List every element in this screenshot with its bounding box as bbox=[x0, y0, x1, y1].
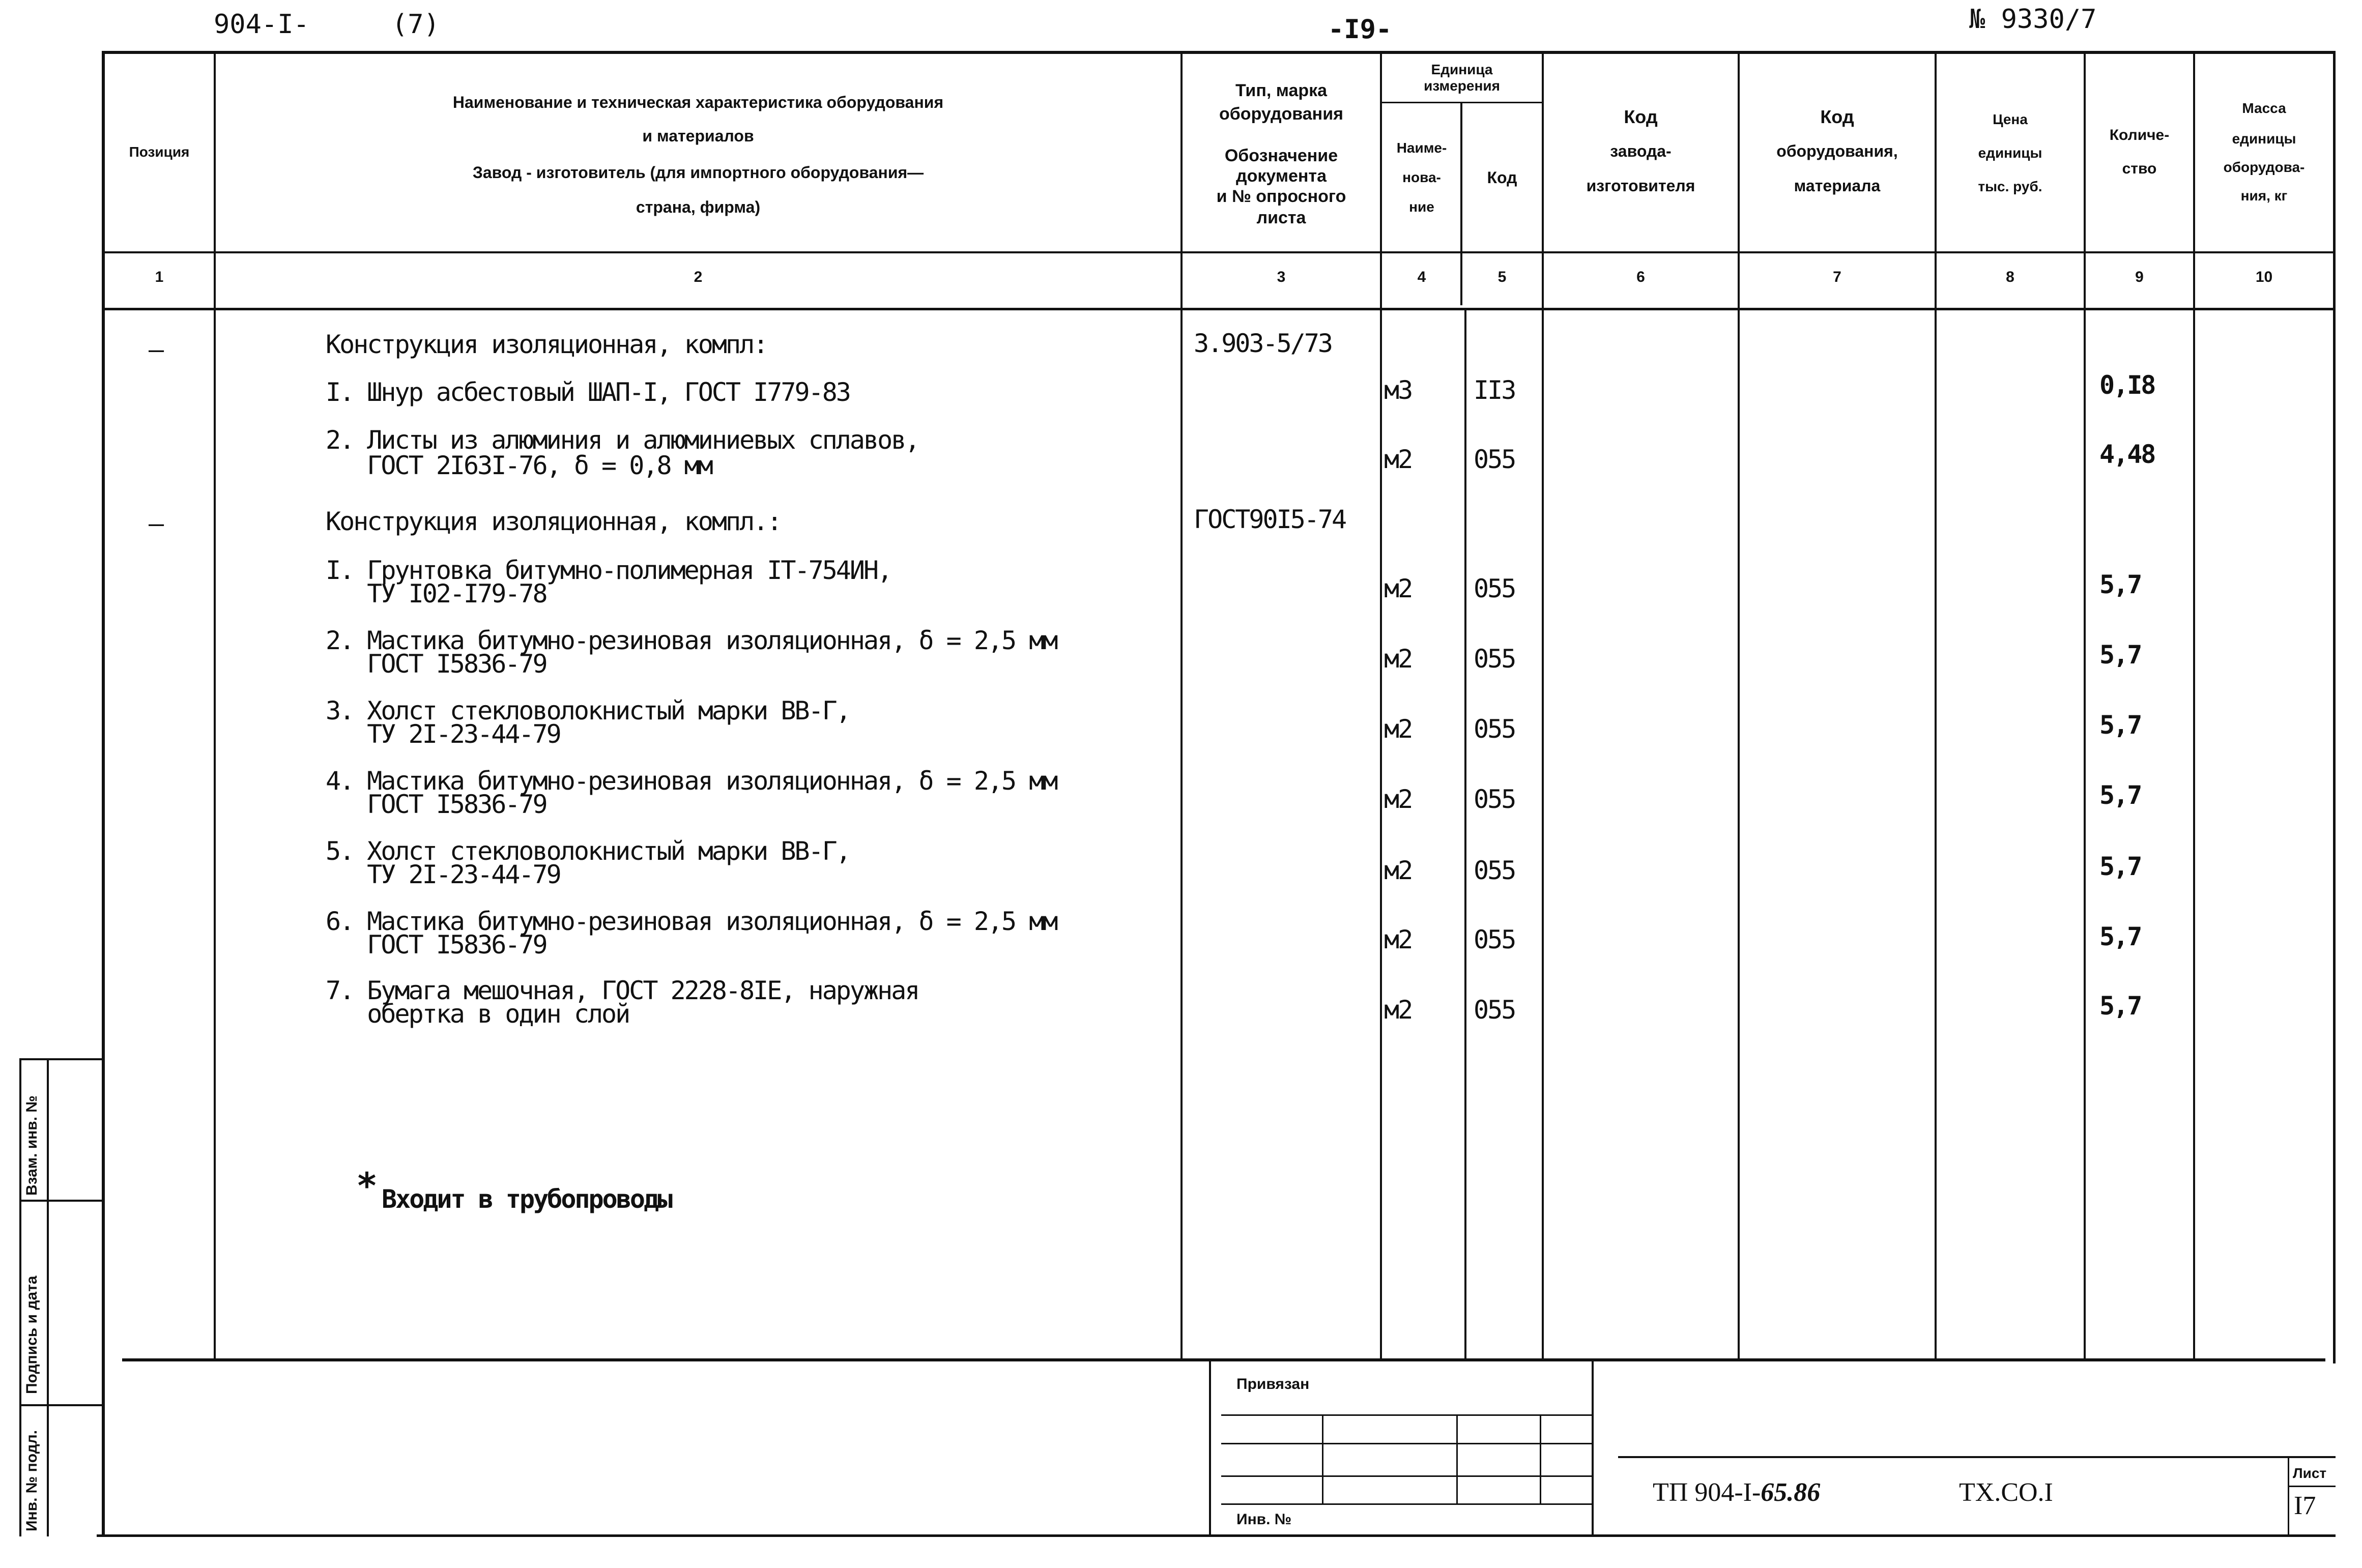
header-factory-code-line3: изготовителя bbox=[1586, 177, 1695, 195]
row-unit: м2 bbox=[1384, 785, 1412, 814]
sheet-cell-divider bbox=[2288, 1486, 2336, 1487]
row-name: I. Грунтовка битумно-полимерная IТ-754ИН, bbox=[326, 556, 891, 585]
header-type-line6: листа bbox=[1256, 208, 1306, 227]
col-divider-9 bbox=[2193, 51, 2195, 1361]
row-name-line2: ТУ 2I-23-44-79 bbox=[326, 719, 560, 749]
title-block-top-line bbox=[1618, 1456, 2336, 1458]
row-unit: м2 bbox=[1384, 714, 1412, 744]
page-number: -I9- bbox=[1328, 14, 1392, 45]
sheet-number: I7 bbox=[2294, 1491, 2316, 1520]
column-number-7: 7 bbox=[1833, 269, 1841, 285]
header-unit-code: Код bbox=[1487, 168, 1517, 187]
header-unit-line1: Единица bbox=[1431, 62, 1493, 77]
col-divider-1 bbox=[214, 51, 216, 1361]
row-unit: м2 bbox=[1384, 644, 1412, 674]
header-price-line1: Цена bbox=[1993, 111, 2028, 127]
row-unit-code: 055 bbox=[1474, 644, 1515, 674]
header-type-line1: Тип, марка bbox=[1235, 81, 1328, 100]
header-mass-line3: оборудова- bbox=[2223, 159, 2305, 175]
row-doc: ГОСТ90I5-74 bbox=[1194, 505, 1346, 534]
side-label-signature-date: Подпись и дата bbox=[23, 1275, 40, 1394]
header-factory-code-line1: Код bbox=[1624, 106, 1658, 127]
row-unit: м3 bbox=[1384, 375, 1412, 405]
header-mass-line1: Масса bbox=[2242, 100, 2286, 116]
drawing-mark: ТХ.СО.I bbox=[1959, 1478, 2053, 1507]
header-mass-line2: единицы bbox=[2232, 131, 2296, 147]
column-number-5: 5 bbox=[1497, 269, 1507, 285]
row-doc: 3.903-5/73 bbox=[1194, 329, 1332, 358]
header-equip-code-line3: материала bbox=[1794, 177, 1881, 195]
row-unit: м2 bbox=[1384, 856, 1412, 885]
archive-number: № 9330/7 bbox=[1969, 4, 2097, 35]
stamp-grid-line-1 bbox=[1221, 1414, 1592, 1416]
row-name-line2: ТУ I02-I79-78 bbox=[326, 579, 546, 608]
row-name: Конструкция изоляционная, компл: bbox=[326, 330, 767, 359]
stamp-grid-col-2 bbox=[1456, 1414, 1458, 1504]
column-number-3: 3 bbox=[1277, 269, 1286, 285]
header-position: Позиция bbox=[129, 144, 190, 160]
row-name-line2: ТУ 2I-23-44-79 bbox=[326, 860, 560, 889]
header-qty-line2: ство bbox=[2122, 160, 2157, 177]
column-number-9: 9 bbox=[2135, 269, 2144, 285]
header-name-line4: страна, фирма) bbox=[636, 198, 761, 216]
side-block-left bbox=[19, 1058, 21, 1536]
row-unit: м2 bbox=[1384, 445, 1412, 474]
frame-right-line bbox=[2333, 51, 2336, 1363]
footnote-marker: * bbox=[356, 1165, 378, 1207]
header-price-line3: тыс. руб. bbox=[1978, 179, 2042, 194]
stamp-inventory-label: Инв. № bbox=[1236, 1511, 1292, 1528]
row-quantity: 5,7 bbox=[2099, 991, 2141, 1021]
row-name: Конструкция изоляционная, компл.: bbox=[326, 507, 781, 536]
stamp-grid-col-1 bbox=[1322, 1414, 1323, 1504]
drawing-code-handwritten: 65.86 bbox=[1761, 1478, 1821, 1507]
doc-prefix: 904-I- bbox=[214, 9, 309, 40]
header-qty-line1: Количе- bbox=[2109, 127, 2170, 143]
row-name-line2: ГОСТ I5836-79 bbox=[326, 930, 546, 960]
row-unit-code: 055 bbox=[1474, 445, 1515, 474]
col-divider-5 bbox=[1542, 51, 1544, 1361]
stamp-grid-line-3 bbox=[1221, 1475, 1592, 1477]
sheet-cell-line bbox=[2288, 1456, 2289, 1535]
part-number: (7) bbox=[392, 9, 440, 40]
row-unit: м2 bbox=[1384, 995, 1412, 1025]
header-bottom-line bbox=[102, 251, 2336, 253]
row-name-line2: обертка в один слой bbox=[326, 999, 629, 1029]
row-name-line2: ГОСТ 2I63I-76, δ = 0,8 мм bbox=[326, 451, 712, 480]
side-block-divider-2 bbox=[19, 1404, 105, 1406]
stamp-bound-label: Привязан bbox=[1236, 1376, 1310, 1392]
row-quantity: 0,I8 bbox=[2099, 370, 2155, 400]
row-unit-code: 055 bbox=[1474, 785, 1515, 814]
row-name: I. Шнур асбестовый ШАП-I, ГОСТ I779-83 bbox=[326, 378, 850, 407]
stamp-grid-line-4 bbox=[1221, 1503, 1592, 1505]
row-quantity: 5,7 bbox=[2099, 922, 2141, 951]
drawing-code-prefix: ТП 904-I- bbox=[1653, 1478, 1761, 1507]
col-divider-4b bbox=[1464, 310, 1466, 1361]
column-number-6: 6 bbox=[1636, 269, 1645, 285]
row-quantity: 5,7 bbox=[2099, 710, 2141, 740]
column-number-line bbox=[102, 308, 2336, 310]
row-unit-code: 055 bbox=[1474, 995, 1515, 1025]
side-label-replace-inv: Взам. инв. № bbox=[23, 1095, 40, 1196]
header-unit-name-line1: Наиме- bbox=[1396, 140, 1447, 156]
header-equip-code-line2: оборудования, bbox=[1776, 142, 1898, 160]
stamp-right-line bbox=[1592, 1358, 1594, 1536]
frame-top-line bbox=[102, 51, 2336, 54]
header-type-line2: оборудования bbox=[1219, 104, 1343, 124]
table-bottom-line bbox=[122, 1358, 2325, 1361]
sheet-label: Лист bbox=[2293, 1465, 2327, 1481]
side-block-top bbox=[19, 1058, 105, 1060]
col-divider-2 bbox=[1180, 51, 1183, 1361]
col-divider-3 bbox=[1380, 51, 1382, 1361]
side-block-divider-1 bbox=[19, 1200, 105, 1202]
header-type-line3: Обозначение bbox=[1224, 146, 1338, 165]
header-unit-name-line2: нова- bbox=[1402, 169, 1441, 185]
row-quantity: 5,7 bbox=[2099, 640, 2141, 670]
column-number-10: 10 bbox=[2255, 269, 2273, 285]
row-quantity: 5,7 bbox=[2099, 780, 2141, 810]
frame-bottom-line bbox=[97, 1534, 2336, 1537]
row-unit: м2 bbox=[1384, 574, 1412, 603]
column-number-2: 2 bbox=[694, 269, 703, 285]
row-unit-code: II3 bbox=[1474, 375, 1515, 405]
column-number-4: 4 bbox=[1417, 269, 1426, 285]
header-type-line5: и № опросного bbox=[1216, 187, 1346, 206]
row-name: 3. Холст стекловолокнистый марки ВВ-Г, bbox=[326, 696, 850, 725]
column-number-8: 8 bbox=[2006, 269, 2014, 285]
row-quantity: 5,7 bbox=[2099, 852, 2141, 881]
row-name-line2: ГОСТ I5836-79 bbox=[326, 790, 546, 819]
row-name: 4. Мастика битумно-резиновая изоляционная, δ = 2,5 мм bbox=[326, 766, 1057, 796]
header-name-line3: Завод - изготовитель (для импортного оборудования— bbox=[472, 163, 924, 182]
stamp-grid-col-3 bbox=[1540, 1414, 1541, 1504]
column-number-1: 1 bbox=[155, 269, 164, 285]
stamp-left-line bbox=[1209, 1358, 1211, 1536]
row-name: 7. Бумага мешочная, ГОСТ 2228-8IЕ, наружная bbox=[326, 976, 919, 1005]
row-name-line2: ГОСТ I5836-79 bbox=[326, 649, 546, 679]
header-unit-name-line3: ние bbox=[1409, 199, 1434, 215]
col-divider-6 bbox=[1738, 51, 1740, 1361]
row-position: — bbox=[149, 509, 163, 538]
header-price-line2: единицы bbox=[1978, 145, 2042, 161]
row-unit-code: 055 bbox=[1474, 925, 1515, 954]
row-unit-code: 055 bbox=[1474, 714, 1515, 744]
header-unit-line2: измерения bbox=[1424, 78, 1500, 94]
row-unit-code: 055 bbox=[1474, 574, 1515, 603]
unit-header-divider bbox=[1380, 102, 1542, 103]
row-quantity: 4,48 bbox=[2099, 440, 2155, 469]
row-unit-code: 055 bbox=[1474, 856, 1515, 885]
row-name: 2. Листы из алюминия и алюминиевых сплавов, bbox=[326, 425, 919, 455]
drawing-code bbox=[1653, 1477, 1820, 1507]
header-mass-line4: ния, кг bbox=[2240, 188, 2288, 204]
row-position: — bbox=[149, 335, 163, 364]
row-name: 2. Мастика битумно-резиновая изоляционная, δ = 2,5 мм bbox=[326, 626, 1057, 655]
header-type-line4: документа bbox=[1236, 166, 1327, 186]
footnote-text: Входит в трубопроводы bbox=[382, 1184, 672, 1214]
row-quantity: 5,7 bbox=[2099, 570, 2141, 599]
row-name: 6. Мастика битумно-резиновая изоляционная, δ = 2,5 мм bbox=[326, 907, 1057, 936]
side-label-original-inv: Инв. № подл. bbox=[23, 1430, 40, 1531]
header-equip-code-line1: Код bbox=[1820, 106, 1854, 127]
row-name: 5. Холст стекловолокнистый марки ВВ-Г, bbox=[326, 836, 850, 866]
header-name-line1: Наименование и техническая характеристика оборудования bbox=[452, 93, 944, 111]
row-unit: м2 bbox=[1384, 925, 1412, 954]
col-divider-8 bbox=[2084, 51, 2086, 1361]
header-name-line2: и материалов bbox=[642, 127, 754, 145]
col-divider-7 bbox=[1935, 51, 1937, 1361]
header-factory-code-line2: завода- bbox=[1610, 142, 1672, 160]
side-block-inner bbox=[47, 1058, 49, 1536]
stamp-grid-line-2 bbox=[1221, 1443, 1592, 1444]
